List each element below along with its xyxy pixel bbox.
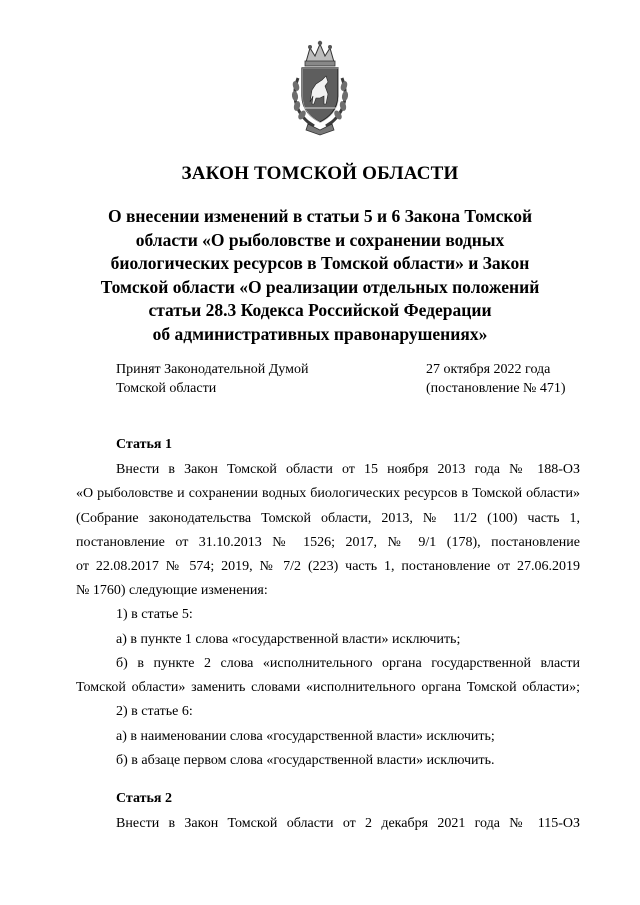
adopted-by-block [116,360,308,398]
adopted-date-block [426,360,566,398]
adopted-by-line: Томской области [116,381,217,396]
law-subtitle [60,205,580,347]
adopted-date: 27 октября 2022 года [426,362,551,377]
subtitle-line: статьи 28.3 Кодекса Российской Федерации [148,300,492,321]
article-1-line: а) в пункте 1 слова «государственной власти» исключить; [116,632,461,647]
article-2-line: Внести в Закон Томской области от 2 декабря 2021 года № 115-ОЗ [116,816,580,831]
article-1-line: № 1760) следующие изменения: [76,583,268,598]
law-title: ЗАКОН ТОМСКОЙ ОБЛАСТИ [181,163,459,184]
article-2-heading: Статья 2 [116,791,172,806]
subtitle-line: О внесении изменений в статьи 5 и 6 Закона Томской [107,206,533,226]
subtitle-line: биологических ресурсов в Томской области» и Закон [110,253,530,274]
article-1-line: (Собрание законодательства Томской области, 2013, № 11/2 (100) часть 1, [76,511,580,526]
article-1-line: б) в абзаце первом слова «государственной власти» исключить. [116,753,495,768]
article-1-line: от 22.08.2017 № 574; 2019, № 7/2 (223) часть 1, постановление от 27.06.2019 [76,559,580,574]
article-1-line: б) в пункте 2 слова «исполнительного органа государственной власти [116,656,580,671]
article-1-line: Внести в Закон Томской области от 15 ноября 2013 года № 188-ОЗ [116,462,580,477]
article-1-line: а) в наименовании слова «государственной власти» исключить; [116,729,495,744]
coat-of-arms-emblem [288,38,352,136]
adopted-by-line: Принят Законодательной Думой [116,362,309,377]
resolution-number: (постановление № 471) [426,381,566,396]
article-1-line: 2) в статье 6: [116,704,193,719]
article-1-line: «О рыболовстве и сохранении водных биологических ресурсов в Томской области» [76,486,580,501]
subtitle-line: Томской области «О реализации отдельных положений [100,276,540,297]
article-1-heading: Статья 1 [116,437,172,452]
subtitle-line: области «О рыболовстве и сохранении водных [135,229,505,250]
article-1-line: постановление от 31.10.2013 № 1526; 2017, № 9/1 (178), постановление [76,535,580,550]
subtitle-line: об административных правонарушениях» [152,323,488,344]
article-1-line: 1) в статье 5: [116,607,193,622]
article-1-line: Томской области» заменить словами «исполнительного органа Томской области»; [76,680,580,695]
